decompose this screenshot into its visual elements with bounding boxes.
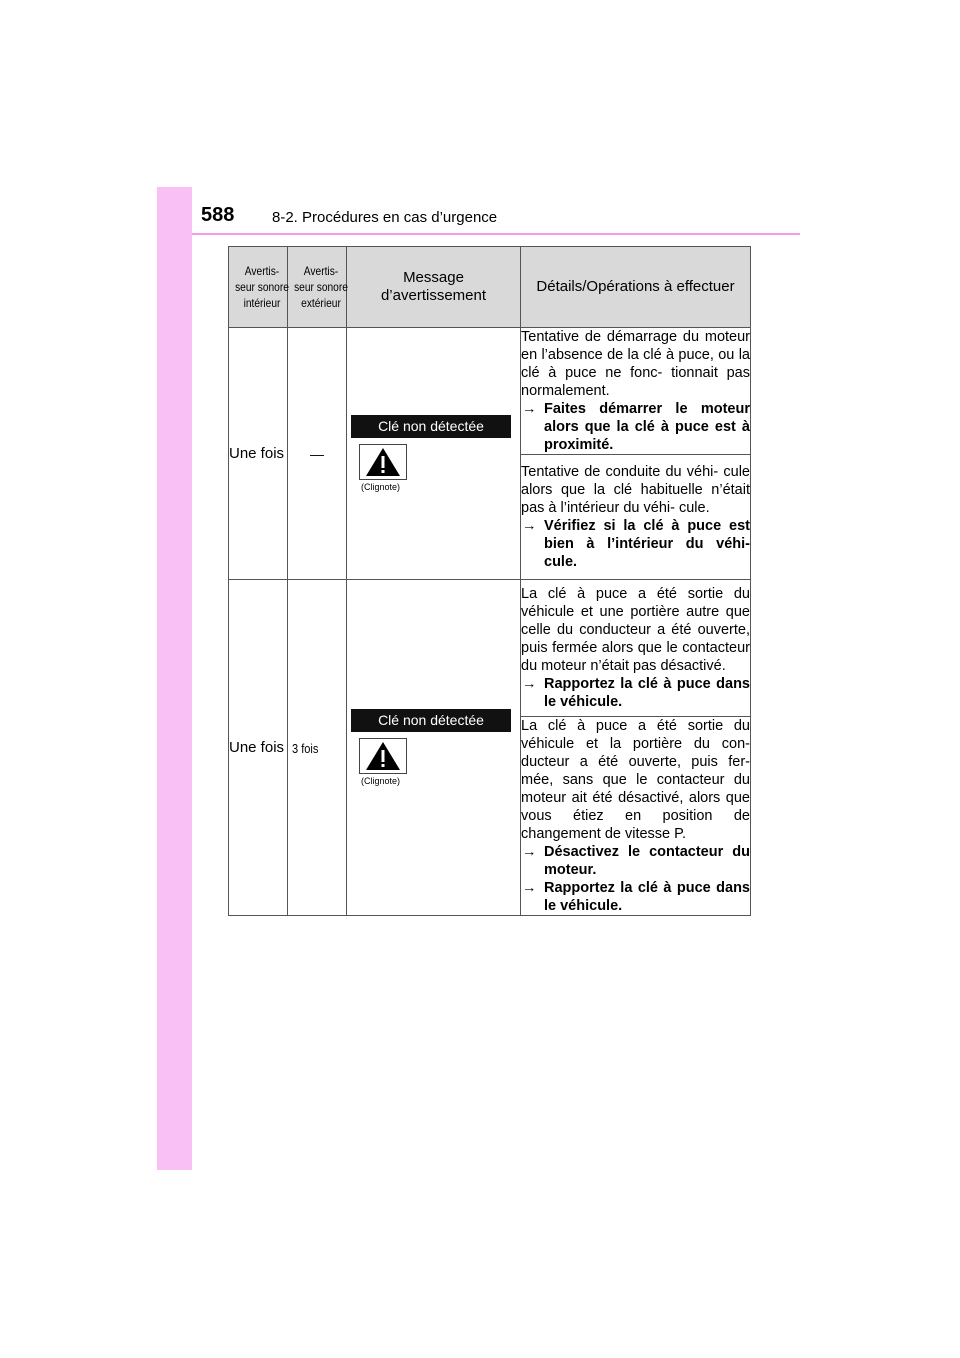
arrow-icon: → [522,518,537,534]
table-header-row [229,247,751,328]
interior-buzzer-cell: Une fois [229,580,288,916]
warning-message-cell [347,328,521,580]
warning-message-cell [347,580,521,916]
action-item: → Rapportez la clé à puce dans le véhicule. [522,676,750,710]
blink-note: (Clignote) [361,482,401,492]
warning-triangle-icon [359,444,407,480]
detail-text: La clé à puce a été sortie du véhicule et une portière autre que celle du conducteur a été ouverte, puis fermée alors que le contacteur du moteur n’était pas désactivé. [521,586,750,674]
arrow-icon: → [522,401,537,417]
warning-table [228,246,751,916]
interior-buzzer-cell: Une fois [229,328,288,580]
action-item: → Faites démarrer le moteur alors que la clé à puce est à proximité. [522,401,750,453]
table-row [229,328,751,455]
header-warning-message: Message d’avertissement [347,247,521,328]
exterior-buzzer-cell: 3 fois [288,580,347,916]
key-not-detected-banner: Clé non détectée [351,415,511,438]
detail-text: La clé à puce a été sortie du véhicule et la portière du con- ducteur a été ouverte, puis fer- mée, sans que le contacteur du moteur ait été désactivé, alors que vous étiez en position de changement de vitesse P. [521,718,750,842]
header-rule [192,233,800,235]
detail-text: Tentative de conduite du véhi- cule alors que la clé habituelle n’était pas à l’intérieur du véhi- cule. [521,464,750,516]
arrow-icon: → [522,844,537,860]
header-exterior-buzzer: Avertis- seur sonore extérieur [288,247,347,328]
arrow-icon: → [522,880,537,896]
arrow-icon: → [522,676,537,692]
exterior-buzzer-cell: — [288,328,347,580]
action-item: → Vérifiez si la clé à puce est bien à l’intérieur du véhi- cule. [522,518,750,570]
detail-text: Tentative de démarrage du moteur en l’absence de la clé à puce, ou la clé à puce ne fonc- tionnait pas normalement. [521,329,750,399]
table-row [229,580,751,717]
warning-triangle-icon [359,738,407,774]
detail-cell [521,580,751,717]
action-item: → Désactivez le contacteur du moteur. [522,844,750,878]
page-number: 588 [201,204,235,226]
detail-cell [521,455,751,580]
header-interior-buzzer: Avertis- seur sonore intérieur [229,247,288,328]
detail-cell [521,328,751,455]
action-item: → Rapportez la clé à puce dans le véhicule. [522,880,750,914]
key-not-detected-banner: Clé non détectée [351,709,511,732]
section-title: 8-2. Procédures en cas d’urgence [272,209,498,226]
side-tab-bar [157,187,192,1170]
header-details: Détails/Opérations à effectuer [521,247,751,328]
blink-note: (Clignote) [361,776,401,786]
detail-cell [521,717,751,916]
